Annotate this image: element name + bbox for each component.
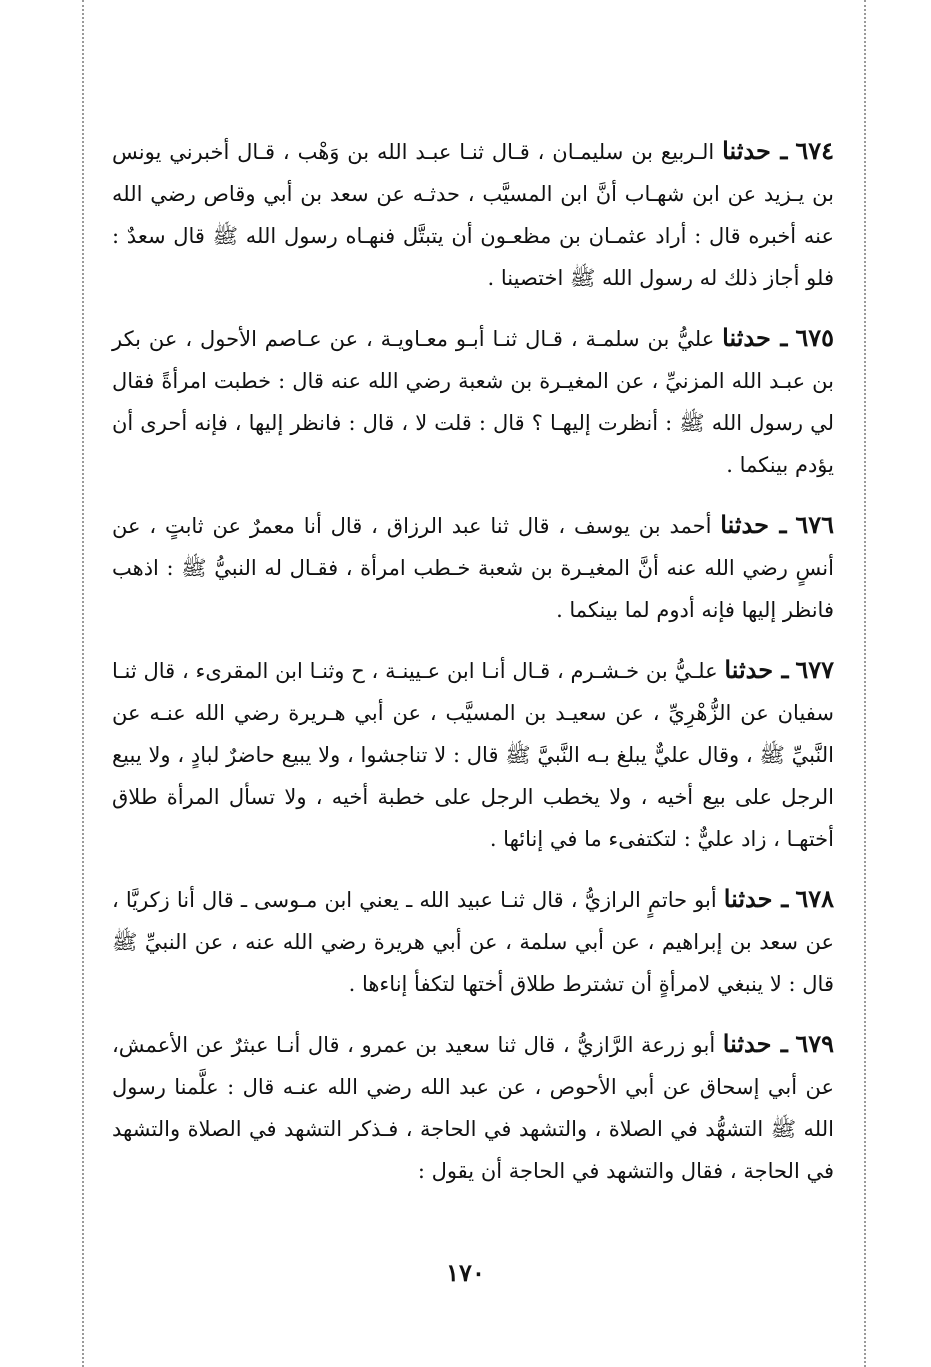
hadith-number: ٦٧٨ (795, 884, 834, 913)
hadith-number: ٦٧٩ (795, 1029, 834, 1058)
hadith-keyword-text: حدثنا (722, 136, 771, 165)
hadith-keyword-text: حدثنا (724, 655, 774, 684)
hadith-number: ٦٧٧ (795, 655, 834, 684)
hadith-number: ٦٧٦ (795, 510, 834, 539)
hadith-text: أبو زرعة الرَّازيُّ ، قال ثنا سعيد بن عمرو ، قال أنـا عبثرٌ عن الأعمش، عن أبي إسحاق عن أبي الأحوص ، عن عبد الله رضي الله عنـه قال : علَّمنا رسول الله ﷺ التشهُّد في الصلاة ، والتشهد في الحاجة ، فـذكر التشهد في الصلاة والتشهد في الحاجة ، فقال والتشهد في الحاجة أن يقول : (112, 1033, 834, 1183)
page-body (112, 130, 834, 1192)
hadith-number: ٦٧٤ (795, 136, 834, 165)
hadith-677: ٦٧٧ ـ حدثنا علـيُّ بن خـشـرم ، قـال أنـا ابن عـيينـة ، ح وثنـا ابن المقرىء ، قال ثنـا سفيان عن الزُّهْرِيِّ ، عن سعيـد بن المسيَّب ، عن أبي هـريرة رضي الله عنـه عن النَّبيِّ ﷺ ، وقال عليٌّ يبلغ بـه النَّبيَّ ﷺ قال : لا تناجشوا ، ولا يبيع حاضرٌ لبادٍ ، ولا يبيع الرجل على بيع أخيه ، ولا يخطب الرجل على خطبة أخيه ، ولا تسأل المرأة طلاق أختهـا ، زاد عليٌّ : لتكتفىء ما في إنائها . (112, 655, 834, 851)
hadith-number: ٦٧٥ (795, 323, 834, 352)
hadith-675: ٦٧٥ ـ حدثنا عليُّ بن سلمـة ، قـال ثنـا أبـو معـاويـة ، عن عـاصم الأحول ، عن بكر بن عبـد الله المزنيِّ ، عن المغيـرة بن شعبة رضي الله عنه قال : خطبت امرأةً فقال لي رسول الله ﷺ : أنظرت إليهـا ؟ قال : قلت لا ، قال : فانظر إليها ، فإنه أحرى أن يؤدم بينكما . (112, 323, 834, 477)
hadith-text: علـيُّ بن خـشـرم ، قـال أنـا ابن عـيينـة ، ح وثنـا ابن المقرىء ، قال ثنـا سفيان عن الزُّهْرِيِّ ، عن سعيـد بن المسيَّب ، عن أبي هـريرة رضي الله عنـه عن النَّبيِّ ﷺ ، وقال عليٌّ يبلغ بـه النَّبيَّ ﷺ قال : لا تناجشوا ، ولا يبيع حاضرٌ لبادٍ ، ولا يبيع الرجل على بيع أخيه ، ولا يخطب الرجل على خطبة أخيه ، ولا تسأل المرأة طلاق أختهـا ، زاد عليٌّ : لتكتفىء ما في إنائها . (112, 659, 834, 851)
page-number: ١٧٠ (446, 1258, 485, 1287)
hadith-679: ٦٧٩ ـ حدثنا أبو زرعة الرَّازيُّ ، قال ثنا سعيد بن عمرو ، قال أنـا عبثرٌ عن الأعمش، عن أبي إسحاق عن أبي الأحوص ، عن عبد الله رضي الله عنـه قال : علَّمنا رسول الله ﷺ التشهُّد في الصلاة ، والتشهد في الحاجة ، فـذكر التشهد في الصلاة والتشهد في الحاجة ، فقال والتشهد في الحاجة أن يقول : (112, 1029, 834, 1183)
hadith-keyword-text: حدثنا (720, 510, 769, 539)
hadith-keyword-text: حدثنا (722, 1029, 772, 1058)
hadith-text: الـربيع بن سليمـان ، قـال ثنـا عبـد الله بن وَهْب ، قـال أخبرني يونس بن يـزيد عن ابن شهـاب أنَّ ابن المسيَّب ، حدثـه عن سعد بن أبي وقاص رضي الله عنه أخبره قال : أراد عثمـان بن مظعـون أن يتبتَّل فنهـاه رسول الله ﷺ قال سعدٌ : فلو أجاز ذلك له رسول الله ﷺ اختصينا . (112, 140, 834, 290)
hadith-keyword-text: حدثنا (722, 323, 771, 352)
hadith-text: أبو حاتمٍ الرازيُّ ، قال ثنـا عبيد الله ـ يعني ابن مـوسى ـ قال أنا زكريَّا ، عن سعد بن إبراهيم ، عن أبي سلمة ، عن أبي هريرة رضي الله عنه ، عن النبيِّ ﷺ قال : لا ينبغي لامرأةٍ أن تشترط طلاق أختها لتكفأ إناءها . (112, 888, 834, 996)
hadith-text: عليُّ بن سلمـة ، قـال ثنـا أبـو معـاويـة ، عن عـاصم الأحول ، عن بكر بن عبـد الله المزنيِّ ، عن المغيـرة بن شعبة رضي الله عنه قال : خطبت امرأةً فقال لي رسول الله ﷺ : أنظرت إليهـا ؟ قال : قلت لا ، قال : فانظر إليها ، فإنه أحرى أن يؤدم بينكما . (112, 327, 834, 477)
margin-dotted-line-right (864, 0, 866, 1367)
margin-dotted-line-left (82, 0, 84, 1367)
hadith-keyword: ـ (770, 136, 788, 165)
hadith-678: ٦٧٨ ـ حدثنا أبو حاتمٍ الرازيُّ ، قال ثنـا عبيد الله ـ يعني ابن مـوسى ـ قال أنا زكريَّا ، عن سعد بن إبراهيم ، عن أبي سلمة ، عن أبي هريرة رضي الله عنه ، عن النبيِّ ﷺ قال : لا ينبغي لامرأةٍ أن تشترط طلاق أختها لتكفأ إناءها . (112, 884, 834, 996)
hadith-676: ٦٧٦ ـ حدثنا أحمد بن يوسف ، قال ثنا عبد الرزاق ، قال أنا معمرٌ عن ثابتٍ ، عن أنسٍ رضي الله عنه أنَّ المغيـرة بن شعبة خـطب امرأة ، فقـال له النبيُّ ﷺ : اذهب فانظر إليها فإنه أدوم لما بينكما . (112, 510, 834, 622)
hadith-674 (112, 130, 834, 299)
hadith-keyword-text: حدثنا (723, 884, 773, 913)
hadith-text: أحمد بن يوسف ، قال ثنا عبد الرزاق ، قال أنا معمرٌ عن ثابتٍ ، عن أنسٍ رضي الله عنه أنَّ المغيـرة بن شعبة خـطب امرأة ، فقـال له النبيُّ ﷺ : اذهب فانظر إليها فإنه أدوم لما بينكما . (112, 514, 834, 622)
